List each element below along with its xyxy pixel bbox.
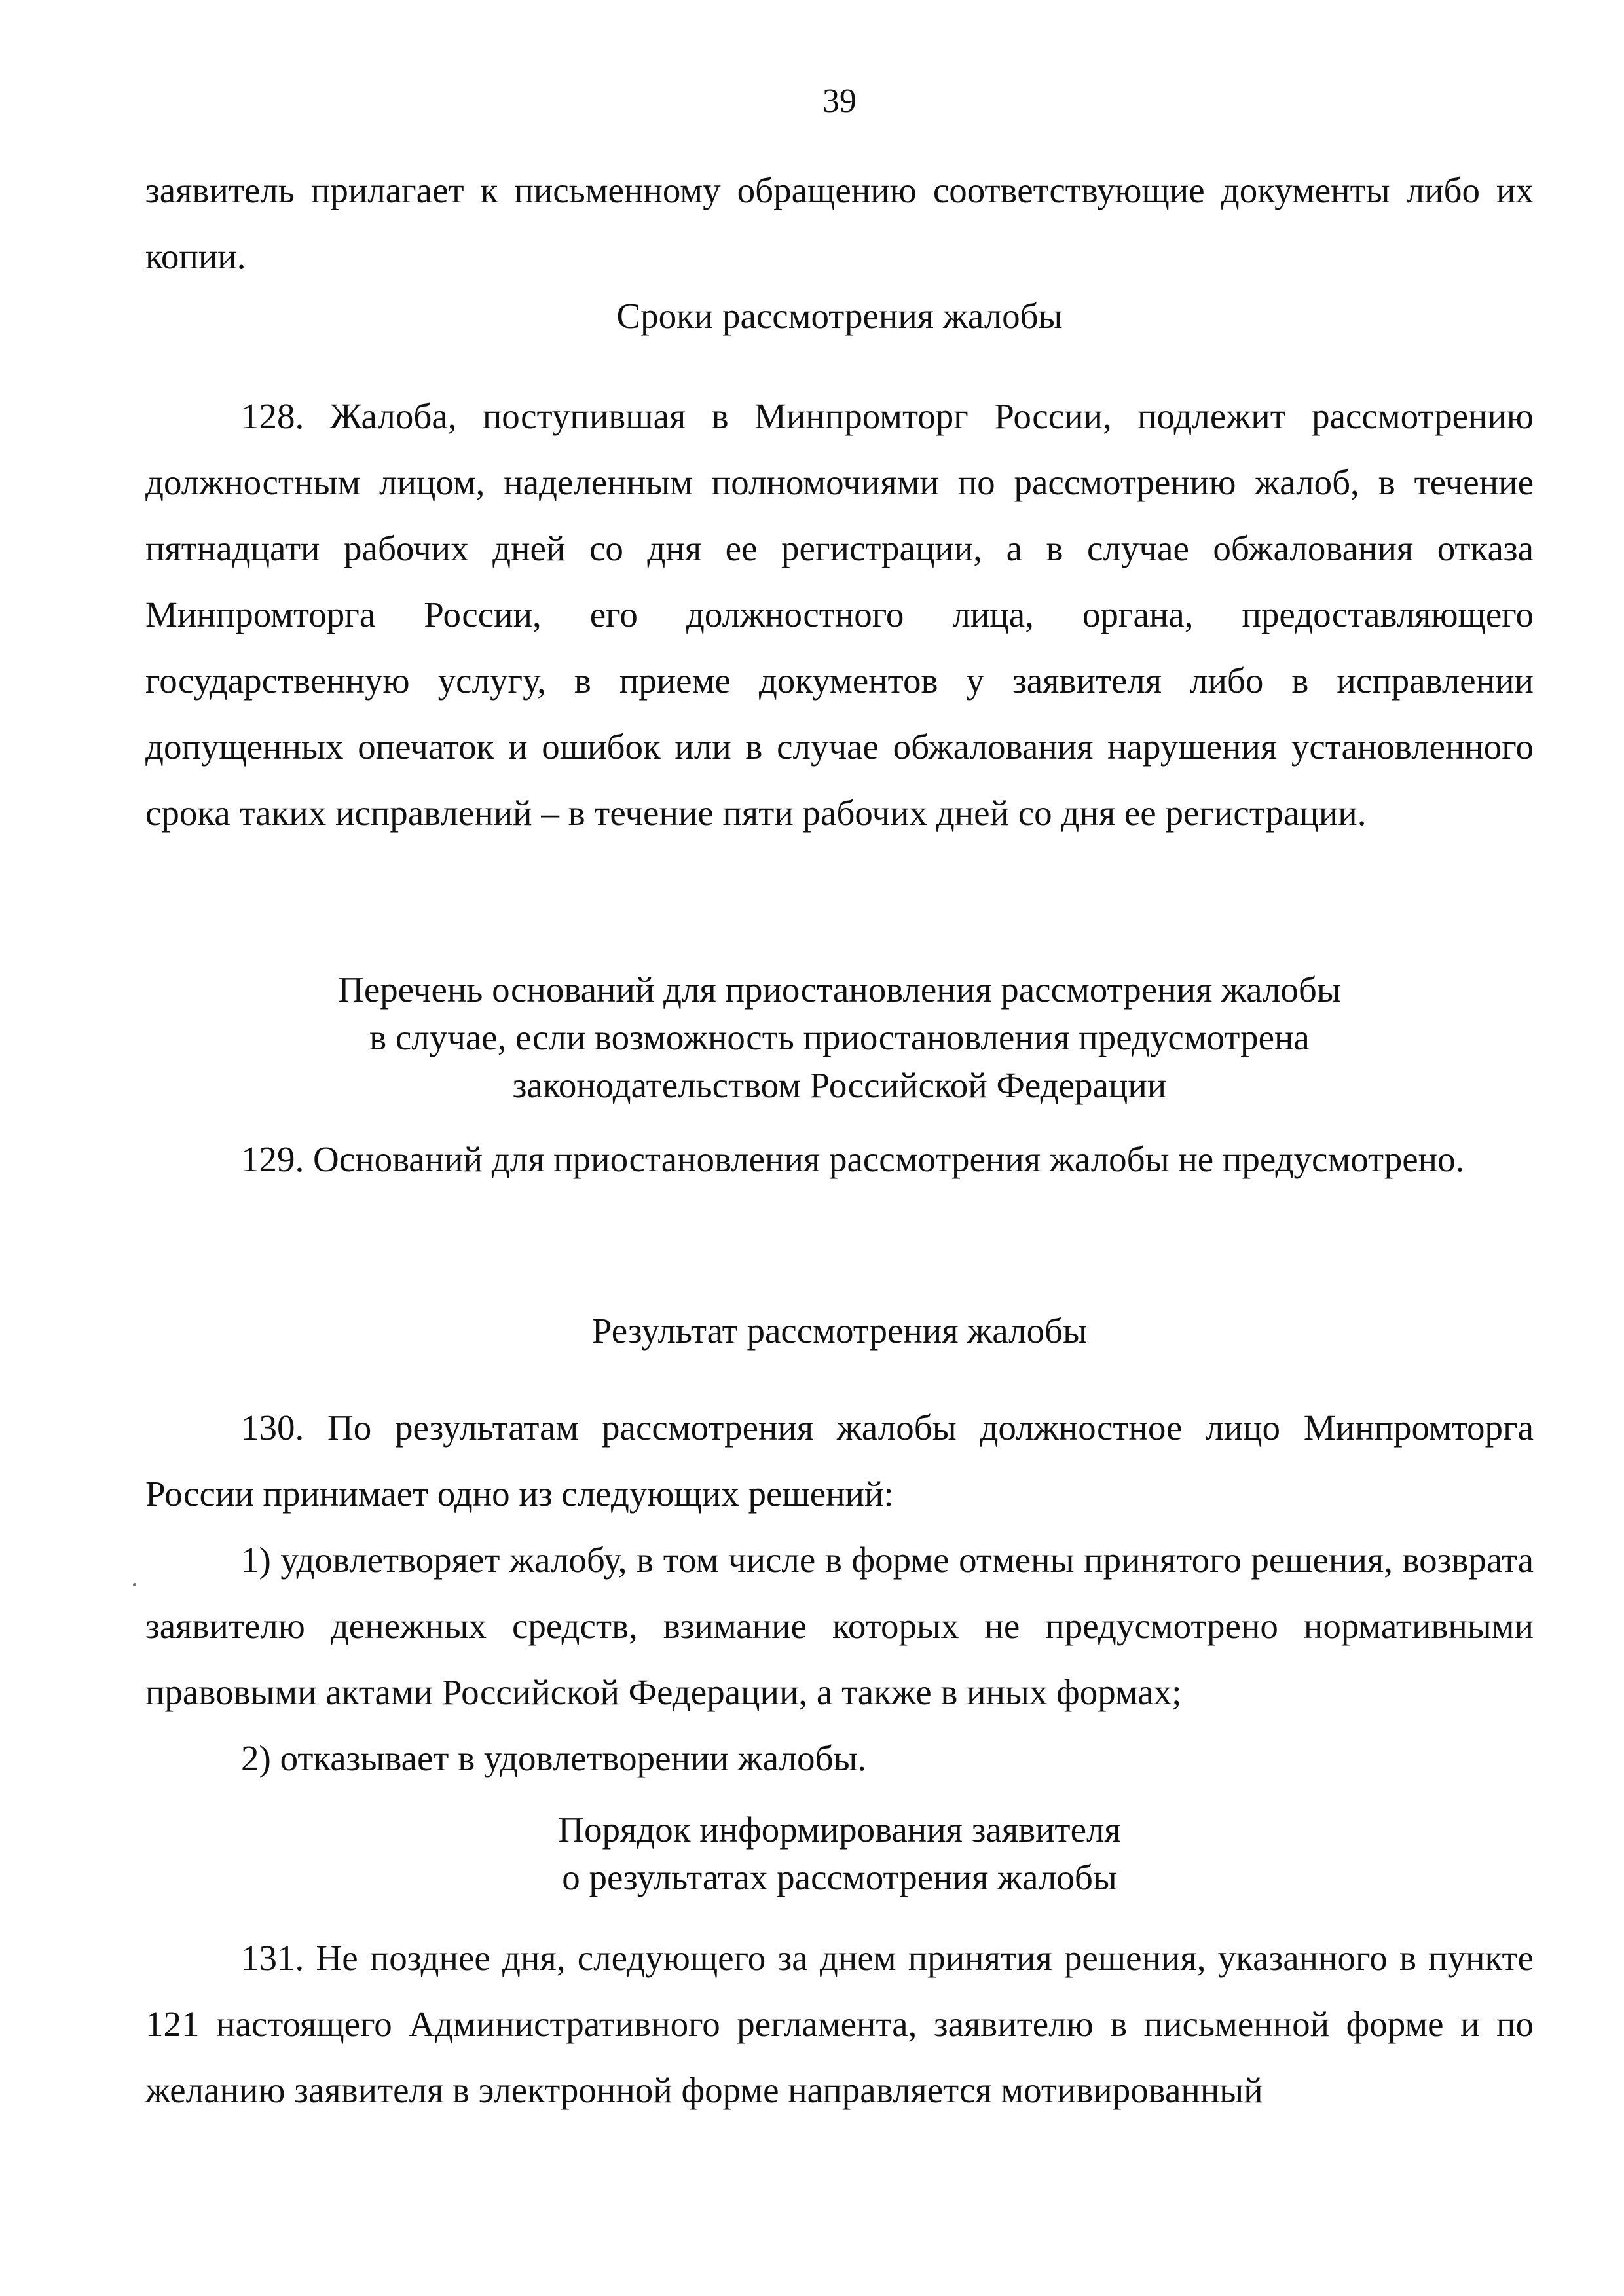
paragraph-130: 130. По результатам рассмотрения жалобы должностное лицо Минпромторга России принимает одно из следующих решений: (145, 1408, 1534, 1514)
heading-line: законодательством Российской Федерации (512, 1065, 1167, 1105)
heading-review-deadlines (145, 292, 1534, 340)
scan-speck (133, 1583, 136, 1586)
heading-line: Сроки рассмотрения жалобы (616, 296, 1063, 336)
heading-line: Результат рассмотрения жалобы (591, 1311, 1088, 1351)
heading-suspension-grounds (145, 966, 1534, 1109)
paragraph-131: 131. Не позднее дня, следующего за днем принятия решения, указанного в пункте 121 настоящего Административного регламента, заявителю в письменной форме и по желанию заявителя в электронной форме направляется мотивированный (145, 1938, 1534, 2110)
heading-line: о результатах рассмотрения жалобы (562, 1857, 1117, 1897)
paragraph-130-item-1: 1) удовлетворяет жалобу, в том числе в форме отмены принятого решения, возврата заявителю денежных средств, взимание которых не предусмотрено нормативными правовыми актами Российской Федерации, а также в иных формах; (145, 1540, 1534, 1712)
paragraph-128: 128. Жалоба, поступившая в Минпромторг России, подлежит рассмотрению должностным лицом, наделенным полномочиями по рассмотрению жалоб, в течение пятнадцати рабочих дней со дня ее регистрации, а в случае обжалования отказа Минпромторга России, его должностного лица, органа, предоставляющего государственную услугу, в приеме документов у заявителя либо в исправлении допущенных опечаток и ошибок или в случае обжалования нарушения установленного срока таких исправлений – в течение пяти рабочих дней со дня ее регистрации. (145, 396, 1534, 833)
heading-line: Порядок информирования заявителя (558, 1810, 1121, 1850)
heading-line: в случае, если возможность приостановления предусмотрена (369, 1017, 1310, 1057)
paragraph-129: 129. Оснований для приостановления рассмотрения жалобы не предусмотрено. (241, 1139, 1465, 1179)
paragraph-130-item-2: 2) отказывает в удовлетворении жалобы. (241, 1738, 867, 1778)
heading-review-result (145, 1307, 1534, 1355)
heading-informing-procedure (145, 1806, 1534, 1901)
paragraph-continuation: заявитель прилагает к письменному обращению соответствующие документы либо их копии. (145, 170, 1534, 276)
page-number: 39 (822, 82, 857, 120)
document-page (145, 0, 1534, 2296)
heading-line: Перечень оснований для приостановления рассмотрения жалобы (338, 970, 1341, 1010)
